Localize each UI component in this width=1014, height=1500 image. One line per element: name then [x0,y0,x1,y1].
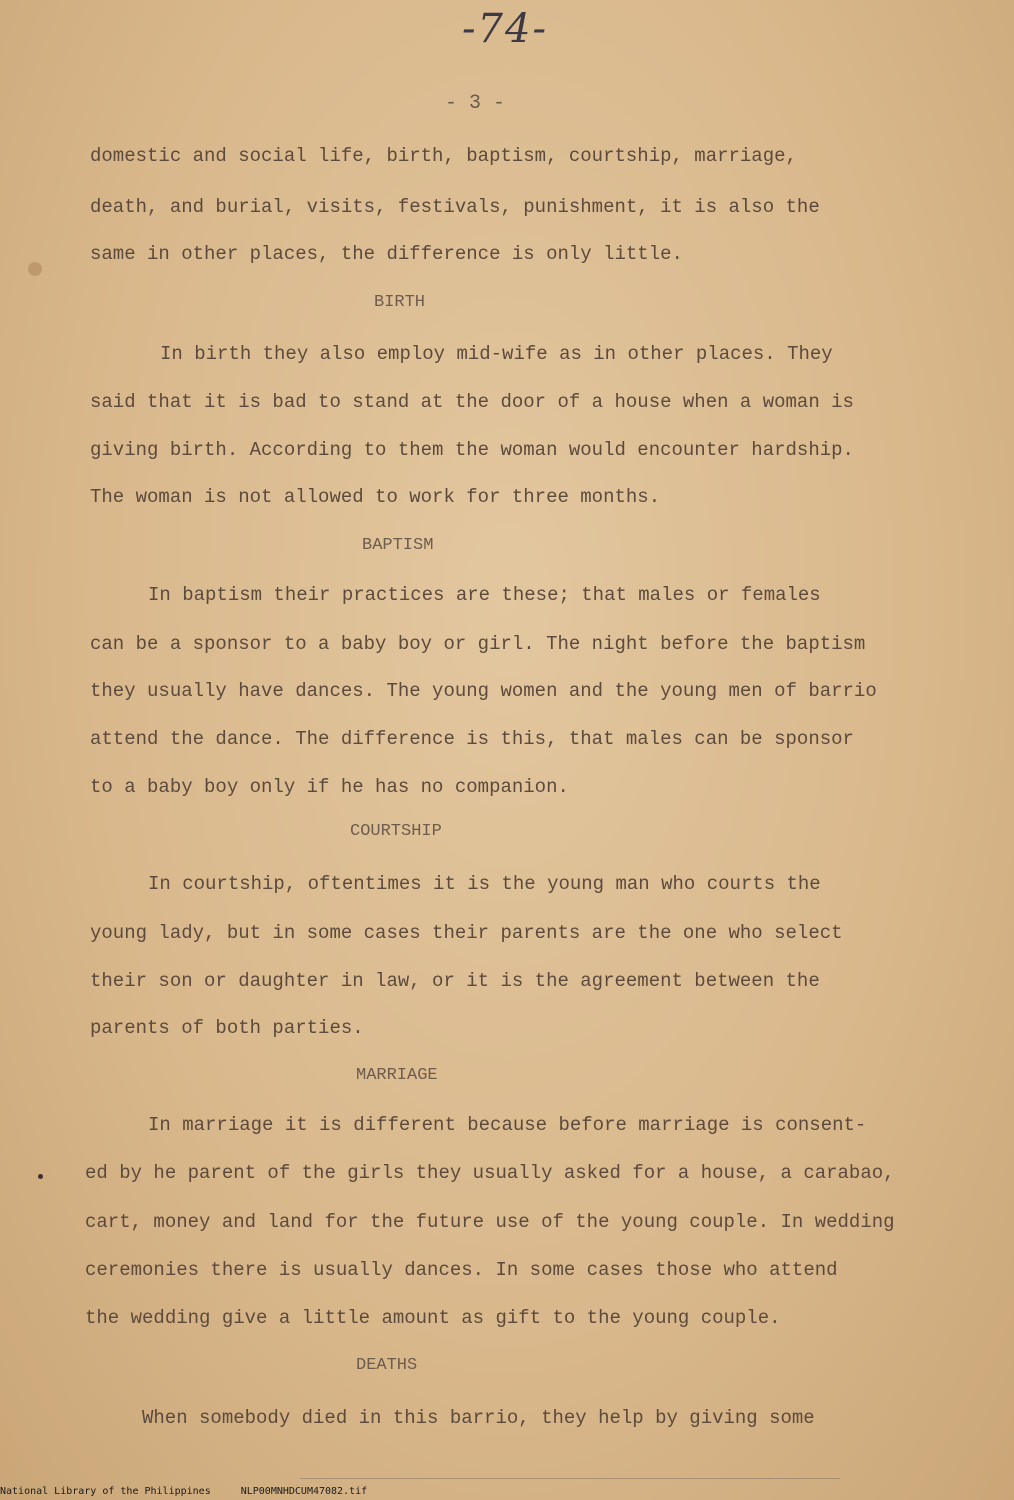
text-line: death, and burial, visits, festivals, punishment, it is also the [90,196,820,218]
text-line: to a baby boy only if he has no companion. [90,776,569,798]
text-line: giving birth. According to them the woman would encounter hardship. [90,439,854,461]
text-line: In marriage it is different because before marriage is consent- [148,1114,867,1136]
text-line: they usually have dances. The young women and the young men of barrio [90,680,877,702]
footer-institution: National Library of the Philippines [0,1486,211,1497]
text-line: attend the dance. The difference is this, that males can be sponsor [90,728,854,750]
footer-filename: NLP00MNHDCUM47082.tif [240,1486,368,1497]
paper-stain [28,262,42,276]
text-line: young lady, but in some cases their parents are the one who select [90,922,843,944]
text-line: ceremonies there is usually dances. In some cases those who attend [85,1259,838,1281]
section-heading-marriage: MARRIAGE [356,1066,438,1085]
text-line: In courtship, oftentimes it is the young man who courts the [148,873,821,895]
section-heading-courtship: COURTSHIP [350,822,442,841]
text-line: cart, money and land for the future use of the young couple. In wedding [85,1211,895,1233]
text-line: domestic and social life, birth, baptism, courtship, marriage, [90,145,797,167]
archive-footer [0,1486,367,1497]
text-line: can be a sponsor to a baby boy or girl. The night before the baptism [90,633,866,655]
text-line: their son or daughter in law, or it is the agreement between the [90,970,820,992]
text-line: same in other places, the difference is only little. [90,243,683,265]
typed-page-number: - 3 - [444,92,505,115]
section-heading-baptism: BAPTISM [362,536,434,555]
ink-dot [38,1174,43,1179]
section-heading-deaths: DEATHS [356,1356,418,1375]
text-line: When somebody died in this barrio, they help by giving some [142,1407,815,1429]
text-line: ed by he parent of the girls they usually asked for a house, a carabao, [85,1162,895,1184]
text-line: In baptism their practices are these; that males or females [148,584,821,606]
text-line: the wedding give a little amount as gift to the young couple. [85,1307,781,1329]
handwritten-page-number: -74- [462,6,548,52]
text-line: parents of both parties. [90,1017,364,1039]
bottom-rule [300,1478,840,1479]
section-heading-birth: BIRTH [374,293,426,312]
text-line: said that it is bad to stand at the door of a house when a woman is [90,391,854,413]
text-line: In birth they also employ mid-wife as in other places. They [160,343,833,365]
text-line: The woman is not allowed to work for three months. [90,486,661,508]
